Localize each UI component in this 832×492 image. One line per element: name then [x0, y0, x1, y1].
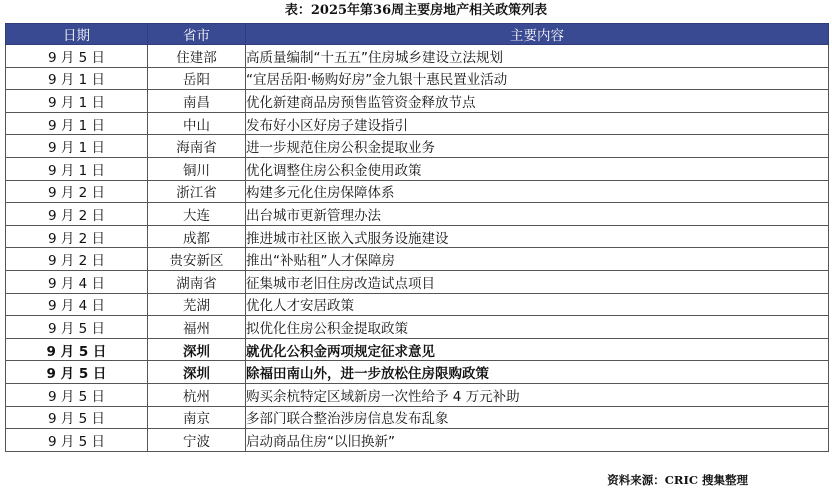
row-date: 9 月 5 日	[6, 429, 148, 452]
table-row	[6, 316, 829, 339]
row-city: 岳阳	[148, 67, 246, 90]
table-row	[6, 270, 829, 293]
row-date: 9 月 5 日	[6, 361, 148, 384]
row-date: 9 月 4 日	[6, 270, 148, 293]
row-content: 除福田南山外，进一步放松住房限购政策	[246, 361, 829, 384]
header-city: 省市	[148, 24, 246, 45]
row-content: 拟优化住房公积金提取政策	[246, 316, 829, 339]
row-city: 深圳	[148, 361, 246, 384]
row-content: 就优化公积金两项规定征求意见	[246, 338, 829, 361]
row-date: 9 月 2 日	[6, 180, 148, 203]
row-content: 购买余杭特定区域新房一次性给予 4 万元补助	[246, 383, 829, 406]
row-date: 9 月 2 日	[6, 203, 148, 226]
row-city: 南昌	[148, 90, 246, 113]
row-date: 9 月 1 日	[6, 157, 148, 180]
table-row	[6, 203, 829, 226]
source-note: 资料来源：CRIC 搜集整理	[607, 473, 748, 487]
row-city: 深圳	[148, 338, 246, 361]
row-city: 成都	[148, 225, 246, 248]
row-content: 构建多元化住房保障体系	[246, 180, 829, 203]
row-content: 推进城市社区嵌入式服务设施建设	[246, 225, 829, 248]
row-content: 多部门联合整治涉房信息发布乱象	[246, 406, 829, 429]
row-date: 9 月 1 日	[6, 112, 148, 135]
table-header-row	[6, 24, 829, 45]
header-content: 主要内容	[246, 24, 829, 45]
row-content: 征集城市老旧住房改造试点项目	[246, 270, 829, 293]
row-date: 9 月 4 日	[6, 293, 148, 316]
header-date: 日期	[6, 24, 148, 45]
row-city: 贵安新区	[148, 248, 246, 271]
row-city: 福州	[148, 316, 246, 339]
table-body	[6, 45, 829, 452]
row-city: 芜湖	[148, 293, 246, 316]
row-content: “宜居岳阳·畅购好房”金九银十惠民置业活动	[246, 67, 829, 90]
table-row	[6, 67, 829, 90]
row-content: 出台城市更新管理办法	[246, 203, 829, 226]
row-content: 发布好小区好房子建设指引	[246, 112, 829, 135]
table-row	[6, 429, 829, 452]
row-date: 9 月 1 日	[6, 135, 148, 158]
table-row	[6, 135, 829, 158]
row-date: 9 月 5 日	[6, 338, 148, 361]
row-city: 杭州	[148, 383, 246, 406]
table-row	[6, 338, 829, 361]
row-date: 9 月 5 日	[6, 383, 148, 406]
row-content: 优化人才安居政策	[246, 293, 829, 316]
row-content: 启动商品住房“以旧换新”	[246, 429, 829, 452]
row-city: 湖南省	[148, 270, 246, 293]
table-row	[6, 225, 829, 248]
row-date: 9 月 5 日	[6, 406, 148, 429]
table-row	[6, 406, 829, 429]
row-content: 进一步规范住房公积金提取业务	[246, 135, 829, 158]
row-date: 9 月 5 日	[6, 45, 148, 68]
policy-table	[5, 23, 829, 452]
row-date: 9 月 2 日	[6, 248, 148, 271]
table-row	[6, 383, 829, 406]
row-content: 优化新建商品房预售监管资金释放节点	[246, 90, 829, 113]
row-city: 住建部	[148, 45, 246, 68]
row-city: 海南省	[148, 135, 246, 158]
row-date: 9 月 1 日	[6, 90, 148, 113]
table-title: 表：2025年第36周主要房地产相关政策列表	[284, 3, 548, 18]
row-city: 大连	[148, 203, 246, 226]
row-city: 宁波	[148, 429, 246, 452]
row-city: 南京	[148, 406, 246, 429]
table-row	[6, 157, 829, 180]
row-city: 中山	[148, 112, 246, 135]
row-city: 浙江省	[148, 180, 246, 203]
row-content: 推出“补贴租”人才保障房	[246, 248, 829, 271]
row-date: 9 月 1 日	[6, 67, 148, 90]
row-date: 9 月 2 日	[6, 225, 148, 248]
table-row	[6, 361, 829, 384]
table-row	[6, 90, 829, 113]
row-content: 高质量编制“十五五”住房城乡建设立法规划	[246, 45, 829, 68]
table-row	[6, 293, 829, 316]
table-row	[6, 248, 829, 271]
row-content: 优化调整住房公积金使用政策	[246, 157, 829, 180]
row-date: 9 月 5 日	[6, 316, 148, 339]
table-row	[6, 180, 829, 203]
table-row	[6, 112, 829, 135]
table-row	[6, 45, 829, 68]
row-city: 铜川	[148, 157, 246, 180]
